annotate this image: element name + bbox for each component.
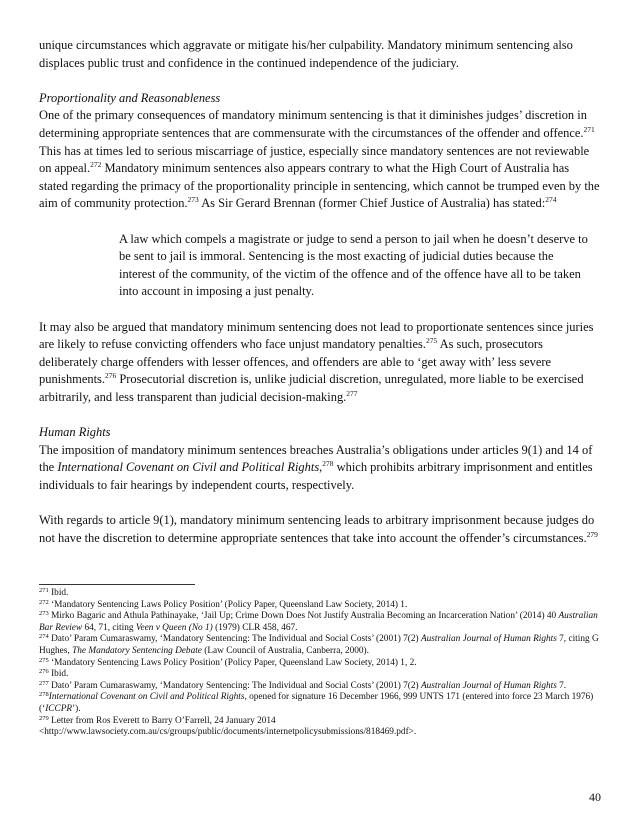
footnote-ref-274[interactable]: 274 (545, 195, 557, 205)
page-body (39, 37, 601, 547)
footnote-ref-278[interactable]: 278 (322, 459, 334, 469)
page-number: 40 (589, 790, 601, 804)
footnote-ref-272[interactable]: 272 (90, 160, 102, 170)
heading-proportionality: Proportionality and Reasonableness (39, 90, 221, 105)
proportionality-paragraph: One of the primary consequences of mandatory minimum sentencing is that it diminishes judges’ discretion in determining appropriate sentences that are commensurate with the circumstances of the offender and offence.$^{271}$ This has at times led to serious miscarriage of justice, especially since mandatory sentences are not reviewable on appeal.$^{272}$ Mandatory minimum sentences also appears contrary to what the High Court of Australia has stated regarding the primacy of the proportionality principle in sentencing, which cannot be trumped even by the aim of community protection.$^{273}$ As Sir Gerard Brennan (former Chief Justice of Australia) has stated:$^{274}$ (39, 108, 600, 211)
footnote-278: $^{278}$International Covenant on Civil and Political Rights, opened for signature 16 December 1966, 999 UNTS 171 (entered into force 23 March 1976) (‘ICCPR’). (39, 691, 594, 714)
footnote-279-url[interactable]: <http://www.lawsociety.com.au/cs/groups/public/documents/internetpolicysubmissions/818469.pdf>. (39, 727, 417, 738)
footnotes (39, 588, 601, 739)
footnote-273: $^{273}$ Mirko Bagaric and Athula Pathinayake, ‘Jail Up; Crime Down Does Not Justify Australia Becoming an Incarceration Nation’ (2014) 40 Australian Bar Review 64, 71, citing Veen v Queen (No 1) (1979) CLR 458, 467. (39, 610, 598, 633)
footnote-divider (39, 584, 195, 585)
human-rights-paragraph: The imposition of mandatory minimum sentences breaches Australia’s obligations under articles 9(1) and 14 of the International Covenant on Civil and Political Rights,$^{278}$ which prohibits arbitrary imprisonment and entitles individuals to fair hearings by independent courts, respectively. (39, 442, 593, 492)
footnote-274: $^{274}$ Dato’ Param Cumaraswamy, ‘Mandatory Sentencing: The Individual and Social Costs’ (2001) 7(2) Australian Journal of Human Rights 7, citing G Hughes, The Mandatory Sentencing Debate (Law Council of Australia, Canberra, 2000). (39, 633, 599, 656)
article-9-paragraph: With regards to article 9(1), mandatory minimum sentencing leads to arbitrary imprisonment because judges do not have the discretion to determine appropriate sentences that take into account the offender’s circumstances.$^{279}$ (39, 513, 598, 545)
footnote-272: $^{272}$ ‘Mandatory Sentencing Laws Policy Position’ (Policy Paper, Queensland Law Society, 2014) 1. (39, 598, 408, 610)
footnote-279: $^{279}$ Letter from Ros Everett to Barry O’Farrell, 24 January 2014 (39, 714, 276, 726)
block-quote: A law which compels a magistrate or judge to send a person to jail when he doesn’t deserve to be sent to jail is immoral. Sentencing is the most exacting of judicial duties because the interest of the community, of the victim of the offence and of the offence have all to be taken into account in imposing a just penalty. (119, 231, 588, 299)
footnote-276: $^{276}$ Ibid. (39, 668, 69, 680)
footnote-ref-276[interactable]: 276 (105, 371, 117, 381)
footnote-ref-273[interactable]: 273 (187, 195, 199, 205)
footnote-ref-277[interactable]: 277 (346, 388, 358, 398)
intro-paragraph: unique circumstances which aggravate or mitigate his/her culpability. Mandatory minimum sentencing also displaces public trust and confidence in the continued independence of the judiciary. (39, 38, 573, 70)
footnote-271: $^{271}$ Ibid. (39, 587, 69, 598)
footnote-ref-279[interactable]: 279 (586, 529, 598, 539)
footnote-ref-271[interactable]: 271 (583, 124, 595, 134)
footnote-277: $^{277}$ Dato’ Param Cumaraswamy, ‘Mandatory Sentencing: The Individual and Social Costs’ (2001) 7(2) Australian Journal of Human Rights 7. (39, 679, 567, 691)
heading-human-rights: Human Rights (39, 425, 111, 440)
footnote-ref-275[interactable]: 275 (425, 336, 438, 346)
footnote-275: $^{275}$ ‘Mandatory Sentencing Laws Policy Position’ (Policy Paper, Queensland Law Society, 2014) 1, 2. (39, 656, 417, 668)
juries-paragraph: It may also be argued that mandatory minimum sentencing does not lead to proportionate sentences since juries are likely to refuse convicting offenders who face unjust mandatory penalties.$^{275}$ As such, prosecutors deliberately charge offenders with lesser offences, and offenders are able to ‘get away with’ less severe punishments.$^{276}$ Prosecutorial discretion is, unlike judicial discretion, unregulated, more liable to be exercised arbitrarily, and less transparent than judicial decision-making.$^{277}$ (39, 319, 594, 404)
